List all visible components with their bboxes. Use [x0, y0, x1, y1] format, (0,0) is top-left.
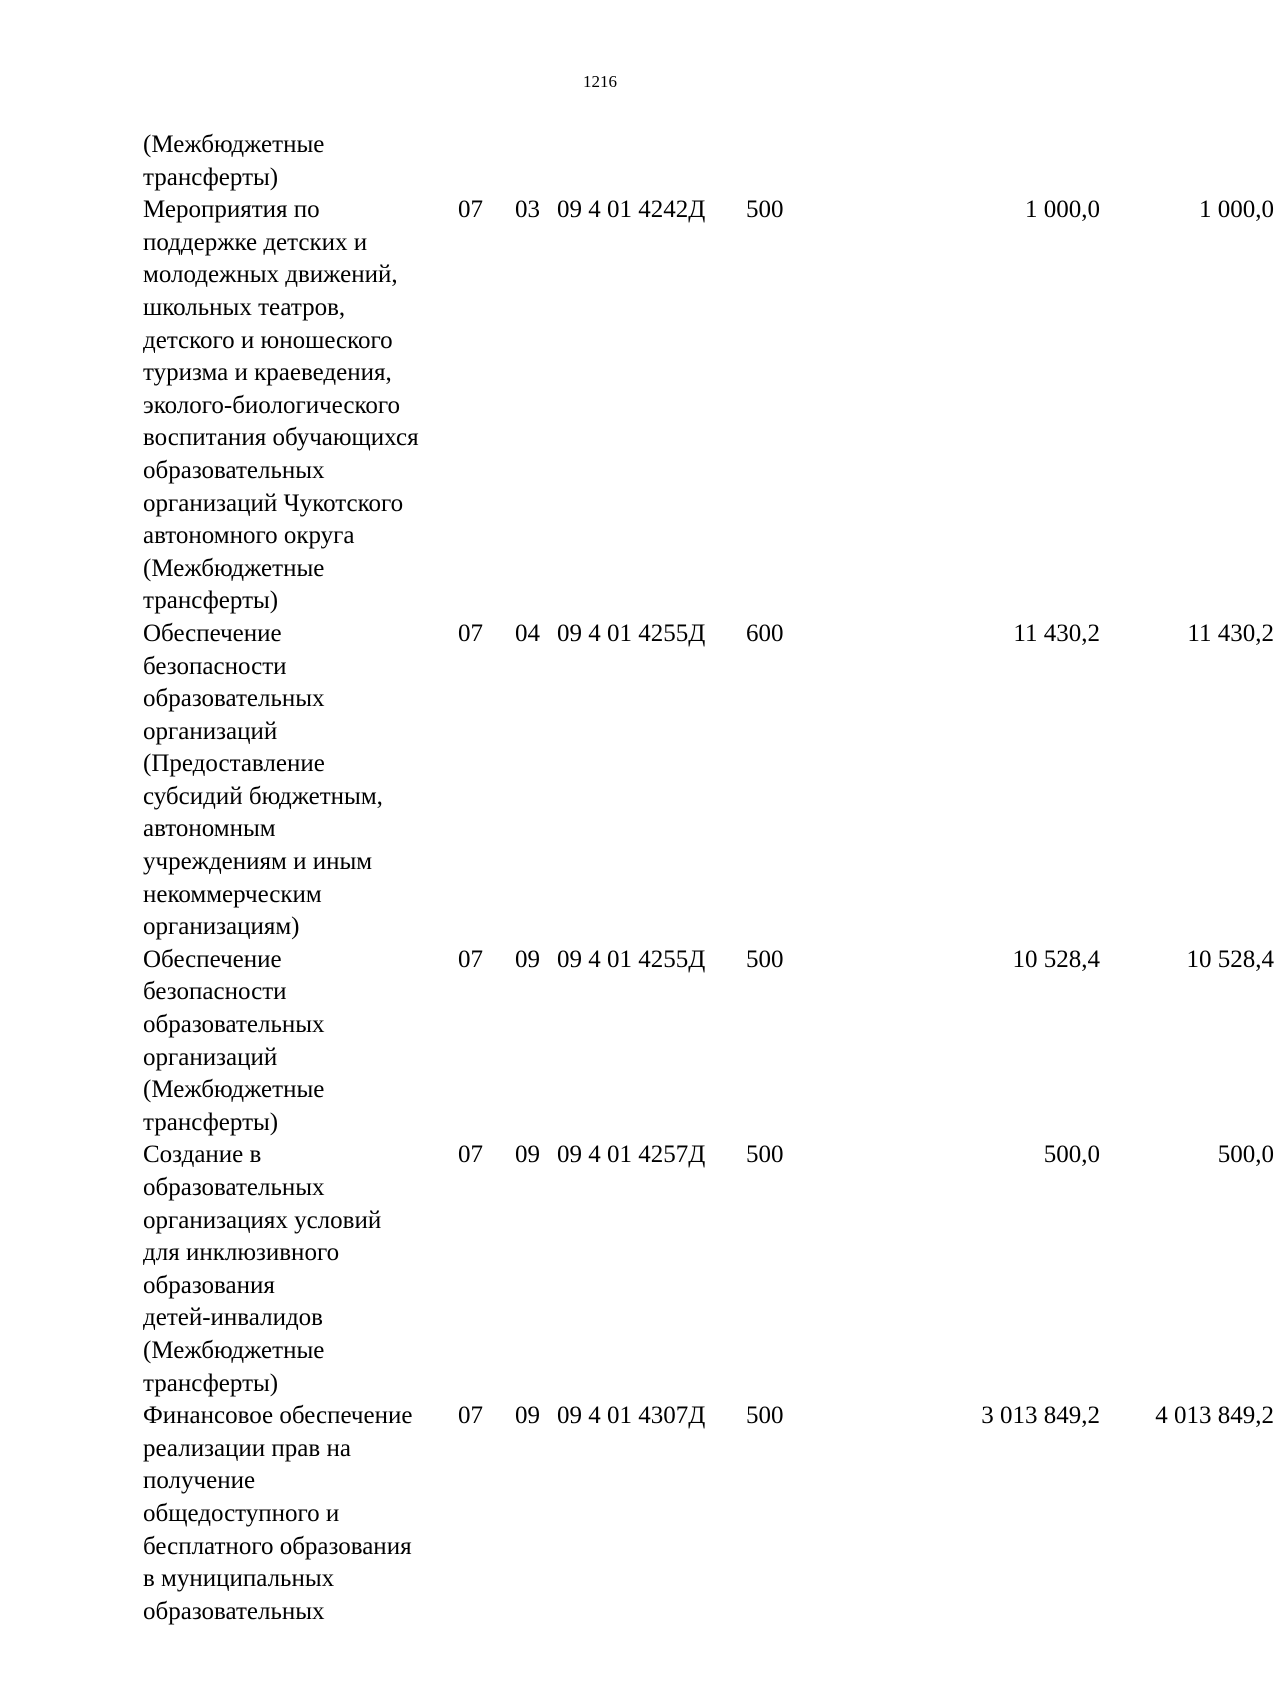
- subsection-code: 04: [515, 619, 540, 647]
- subsection-code: 03: [515, 196, 540, 224]
- continuation-line: (Межбюджетные: [143, 131, 325, 158]
- description-line: образовательных: [143, 1011, 325, 1039]
- amount-year-1: 500,0: [1043, 1141, 1100, 1169]
- subsection-code: 09: [515, 1402, 540, 1430]
- page-number: 1216: [583, 72, 617, 91]
- description-line: туризма и краеведения,: [143, 359, 392, 387]
- target-item-code: 09 4 01 4307Д: [557, 1402, 706, 1430]
- expense-type-code: 500: [746, 1402, 784, 1430]
- description-line: безопасности: [143, 652, 287, 680]
- description-line: (Межбюджетные: [143, 1076, 325, 1104]
- description-line: трансферты): [143, 1369, 279, 1397]
- amount-year-1: 10 528,4: [1012, 945, 1100, 973]
- description-line: в муниципальных: [143, 1565, 335, 1593]
- description-line: образовательных: [143, 456, 325, 484]
- description-line: школьных театров,: [143, 293, 346, 321]
- description-line: (Предоставление: [143, 750, 325, 778]
- table-row: [143, 1400, 1274, 1628]
- section-code: 07: [458, 196, 483, 224]
- description-line: (Межбюджетные: [143, 554, 325, 582]
- description-line: Финансовое обеспечение: [143, 1402, 413, 1430]
- description-line: автономного округа: [143, 522, 355, 550]
- description-line: детского и юношеского: [143, 326, 393, 354]
- description-line: трансферты): [143, 1108, 279, 1136]
- description-line: (Межбюджетные: [143, 1336, 325, 1364]
- row-description: [143, 194, 463, 618]
- description-line: образовательных: [143, 1597, 325, 1625]
- description-line: организаций: [143, 1043, 278, 1071]
- description-line: организаций Чукотского: [143, 489, 404, 517]
- description-line: получение: [143, 1467, 256, 1495]
- section-code: 07: [458, 619, 483, 647]
- row-description: [143, 618, 463, 944]
- description-line: бесплатного образования: [143, 1532, 412, 1560]
- amount-year-2: 11 430,2: [1187, 619, 1274, 647]
- expense-type-code: 500: [746, 196, 784, 224]
- section-code: 07: [458, 1141, 483, 1169]
- expense-type-code: 500: [746, 1141, 784, 1169]
- description-line: воспитания обучающихся: [143, 424, 419, 452]
- amount-year-2: 1 000,0: [1199, 196, 1274, 224]
- amount-year-1: 3 013 849,2: [981, 1402, 1100, 1430]
- description-line: организациям): [143, 913, 300, 941]
- expense-type-code: 500: [746, 945, 784, 973]
- description-line: эколого-биологического: [143, 391, 400, 419]
- description-line: Обеспечение: [143, 945, 282, 973]
- continuation-line: трансферты): [143, 163, 279, 191]
- description-line: для инклюзивного: [143, 1239, 340, 1267]
- table-row: [143, 618, 1274, 944]
- description-line: Мероприятия по: [143, 196, 320, 224]
- description-line: субсидий бюджетным,: [143, 782, 383, 810]
- amount-year-2: 4 013 849,2: [1155, 1402, 1274, 1430]
- description-line: реализации прав на: [143, 1434, 351, 1462]
- table-row: [143, 1139, 1274, 1400]
- section-code: 07: [458, 1402, 483, 1430]
- row-description: [143, 1139, 463, 1400]
- amount-year-2: 500,0: [1217, 1141, 1274, 1169]
- subsection-code: 09: [515, 1141, 540, 1169]
- description-line: детей-инвалидов: [143, 1304, 323, 1332]
- table-row: [143, 194, 1274, 618]
- table-row: [143, 944, 1274, 1140]
- description-line: трансферты): [143, 587, 279, 615]
- description-line: Создание в: [143, 1141, 262, 1169]
- target-item-code: 09 4 01 4255Д: [557, 619, 706, 647]
- description-line: учреждениям и иным: [143, 848, 373, 876]
- amount-year-2: 10 528,4: [1186, 945, 1274, 973]
- section-code: 07: [458, 945, 483, 973]
- amount-year-1: 11 430,2: [1013, 619, 1100, 647]
- amount-year-1: 1 000,0: [1025, 196, 1100, 224]
- description-line: автономным: [143, 815, 276, 843]
- description-line: образовательных: [143, 1174, 325, 1201]
- expense-type-code: 600: [746, 619, 784, 647]
- description-line: некоммерческим: [143, 880, 322, 908]
- description-line: организациях условий: [143, 1206, 382, 1234]
- budget-table: [143, 129, 1274, 1628]
- description-line: безопасности: [143, 978, 287, 1006]
- subsection-code: 09: [515, 945, 540, 973]
- target-item-code: 09 4 01 4242Д: [557, 196, 706, 224]
- row-description: [143, 1400, 463, 1628]
- target-item-code: 09 4 01 4257Д: [557, 1141, 706, 1169]
- description-line: образования: [143, 1271, 275, 1299]
- row-description: [143, 944, 463, 1140]
- description-line: поддержке детских и: [143, 228, 368, 256]
- description-line: молодежных движений,: [143, 261, 398, 289]
- description-line: Обеспечение: [143, 619, 282, 647]
- target-item-code: 09 4 01 4255Д: [557, 945, 706, 973]
- description-line: образовательных: [143, 685, 325, 713]
- description-line: общедоступного и: [143, 1499, 340, 1527]
- description-line: организаций: [143, 717, 278, 745]
